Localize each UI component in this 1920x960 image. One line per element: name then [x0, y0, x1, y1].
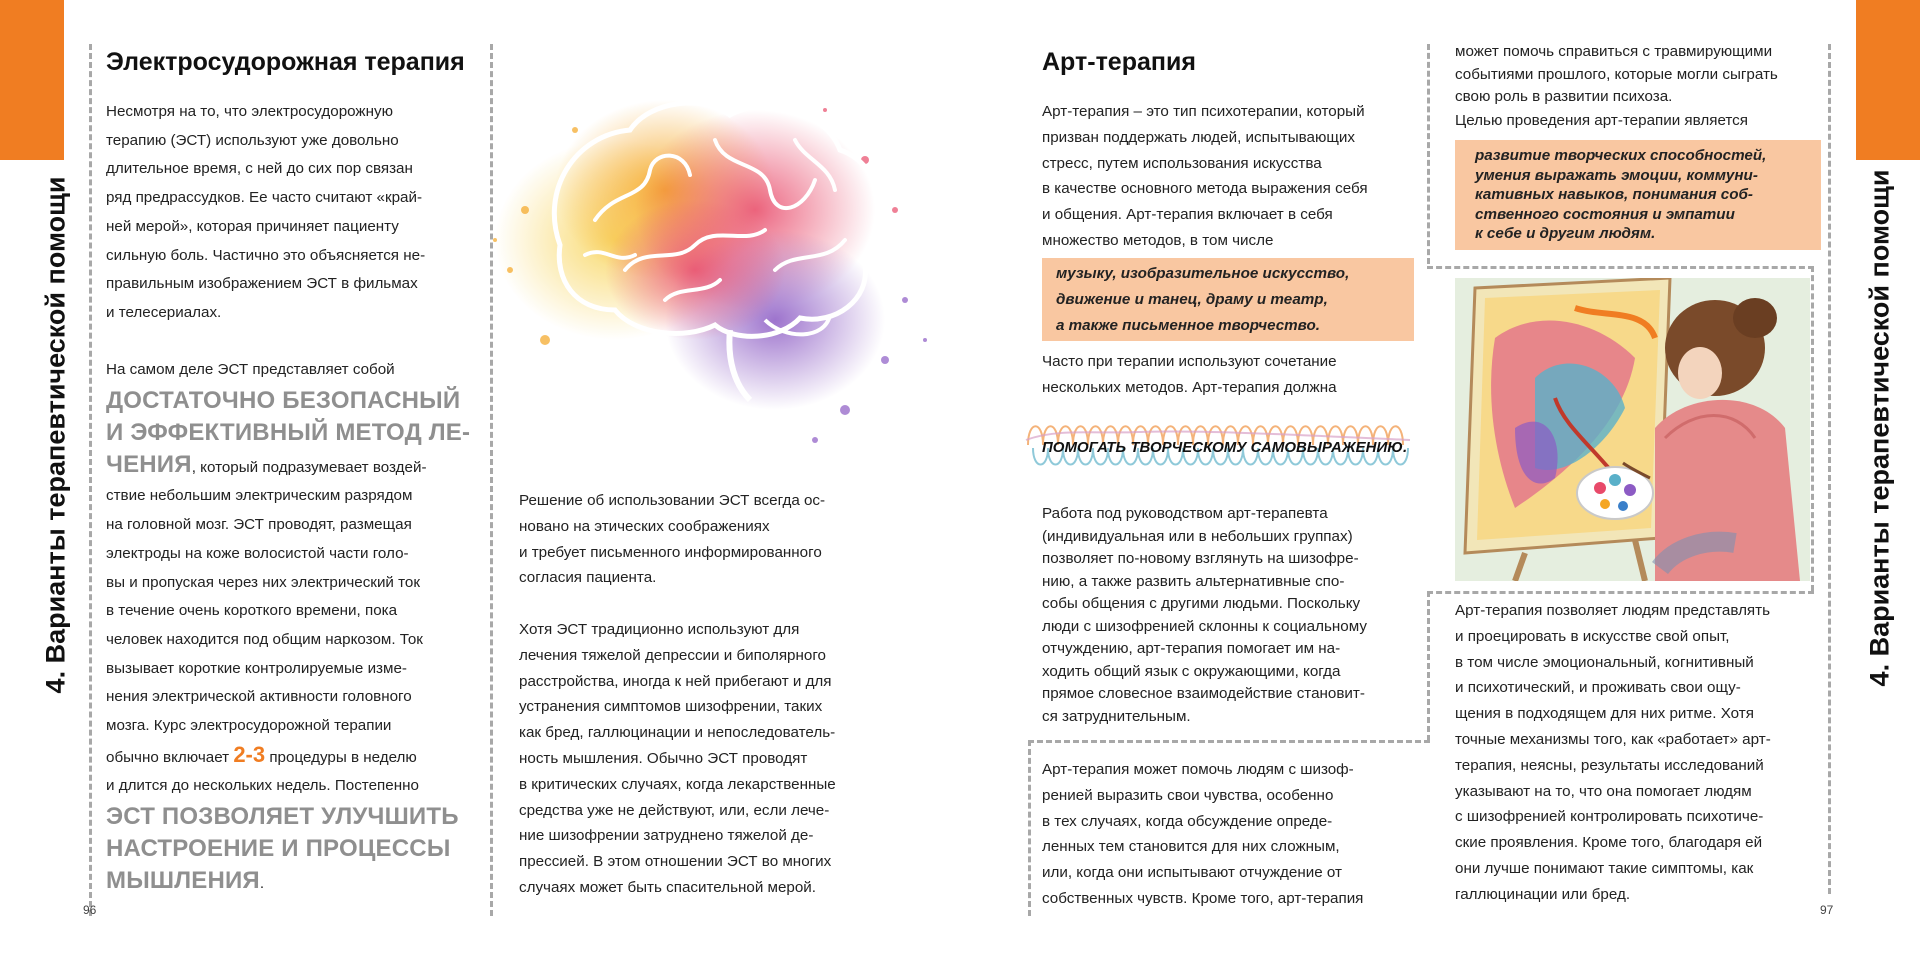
- ect-emphasis-3: ЧЕНИЯ: [106, 450, 192, 478]
- art-paragraph-3: Работа под руководством арт-терапевта (индивидуальная или в небольших группах) позволяет по-новому взглянуть на шизофре- нию, а также развить альтернативные спо- собы общения с другими людьми. Поскольку люди с шизофренией склонны к социальному отчуждению, арт-терапия помогает им на- ходить общий язык с окружающими, когда прямое словесное взаимодействие становит- ся затруднительным.: [1042, 505, 1367, 725]
- ect-paragraph-2: На самом деле ЭСТ представляет собой ДОСТАТОЧНО БЕЗОПАСНЫЙ И ЭФФЕКТИВНЫЙ МЕТОД ЛЕ- ЧЕНИЯ, который подразумевает воздей- ствие небольшим электрическим разрядом на головной мозг. ЭСТ проводят, размещая электроды на коже волосистой части голо- вы и пропуская через них электрический ток в течение очень короткого времени, пока человек находится под общим наркозом. Ток вызывает короткие контролируемые изме- нения электрической активности головного мозга. Курс электросудорожной терапии обычно включает 2-3 процедуры в неделю и длится до нескольких недель. Постепенно ЭСТ ПОЗВОЛЯЕТ УЛУЧШИТЬ НАСТРОЕНИЕ И ПРОЦЕССЫ МЫШЛЕНИЯ.: [106, 356, 486, 899]
- art-paragraph-4: Арт-терапия может помочь людям с шизоф- ренией выразить свои чувства, особенно в тех случаях, когда обсуждение опреде- ленных тем становится для них сложным, или, когда они испытывают отчуждение от собственных чувств. Кроме того, арт-терапия: [1042, 761, 1364, 907]
- rule-right-mid: [1811, 266, 1814, 591]
- art-title: Арт-терапия: [1042, 48, 1196, 76]
- art-right-paragraph-2: Целью проведения арт-терапии является: [1455, 112, 1748, 129]
- ect-paragraph-3: Решение об использовании ЭСТ всегда ос- новано на этических соображениях и требует письменного информированного согласия пациента.: [519, 492, 826, 587]
- art-right-paragraph-1: может помочь справиться с травмирующими событиями прошлого, которые могли сыграть свою роль в развитии психоза.: [1455, 43, 1778, 105]
- rule-left-1: [89, 44, 92, 916]
- left-section-tab: [0, 0, 64, 160]
- rule-mid-low: [1427, 591, 1430, 741]
- art-highlight-goals: развитие творческих способностей, умения выражать эмоции, коммуни- кативных навыков, понимания соб- ственного состояния и эмпатии к себе и другим людям.: [1455, 140, 1821, 250]
- rule-bottom-left: [1028, 740, 1031, 916]
- ect-title: Электросудорожная терапия: [106, 48, 465, 76]
- art-highlight-methods: музыку, изобразительное искусство, движение и танец, драму и театр, а также письменное творчество.: [1042, 258, 1414, 341]
- page-number-left: 96: [83, 903, 97, 917]
- ect-paragraph-1: Несмотря на то, что электросудорожную терапию (ЭСТ) используют уже довольно длительное время, с ней до сих пор связан ряд предрассудков. Ее часто считают «край- ней мерой», которая причиняет пациенту сильную боль. Частично это объясняется не- правильным изображением ЭСТ в фильмах и телесериалах.: [106, 103, 426, 321]
- right-section-tab: [1856, 0, 1920, 160]
- ect-emphasis-1: ДОСТАТОЧНО БЕЗОПАСНЫЙ: [106, 386, 461, 414]
- ect-emphasis-4: ЭСТ ПОЗВОЛЯЕТ УЛУЧШИТЬ: [106, 803, 459, 831]
- rule-right-edge: [1828, 44, 1831, 894]
- page-number-right: 97: [1820, 903, 1834, 917]
- ect-paragraph-4: Хотя ЭСТ традиционно используют для лечения тяжелой депрессии и биполярного расстройства, иногда к ней прибегают и для устранения симптомов шизофрении, таких как бред, галлюцинации и непоследователь- ность мышления. Обычно ЭСТ проводят в критических случаях, когда лекарственные средства уже не действуют, или, если лече- ние шизофрении затруднено тяжелой де- прессией. В этом отношении ЭСТ во многих случаях может быть спасительной мерой.: [519, 621, 836, 896]
- ect-emphasis-6: МЫШЛЕНИЯ: [106, 867, 260, 895]
- art-paragraph-1: Арт-терапия – это тип психотерапии, который призван поддержать людей, испытывающих стресс, путем использования искусства в качестве основного метода выражения себя и общения. Арт-терапия включает в себя множество методов, в том числе: [1042, 103, 1368, 249]
- procedures-count: 2-3: [233, 741, 266, 767]
- brain-illustration: [465, 40, 965, 470]
- rule-mid-top: [1427, 44, 1430, 264]
- art-right-paragraph-3: Арт-терапия позволяет людям представлять и проецировать в искусстве свой опыт, в том числе эмоциональный, когнитивный и психотический, и проживать свои ощу- щения в подходящем для них ритме. Хотя точные механизмы того, как «работает» арт- терапия, неясны, результаты исследований указывают на то, что она помогает людям с шизофренией контролировать психотиче- ские проявления. Кроме того, благодаря ей они лучше понимают такие симптомы, как галлюцинации или бред.: [1455, 602, 1771, 903]
- rule-h-3: [1028, 740, 1430, 743]
- ect-emphasis-2: И ЭФФЕКТИВНЫЙ МЕТОД ЛЕ-: [106, 418, 471, 446]
- art-paragraph-2: Часто при терапии используют сочетание нескольких методов. Арт-терапия должна: [1042, 353, 1337, 396]
- art-banner-text: ПОМОГАТЬ ТВОРЧЕСКОМУ САМОВЫРАЖЕНИЮ.: [1042, 439, 1408, 456]
- rule-h-2: [1427, 591, 1814, 594]
- ect-emphasis-5: НАСТРОЕНИЕ И ПРОЦЕССЫ: [106, 835, 451, 863]
- section-title-right: 4. Варианты терапевтической помощи: [1864, 169, 1895, 687]
- section-title-left: 4. Варианты терапевтической помощи: [40, 176, 71, 694]
- painting-illustration: [1455, 278, 1810, 581]
- rule-h-1: [1427, 266, 1814, 269]
